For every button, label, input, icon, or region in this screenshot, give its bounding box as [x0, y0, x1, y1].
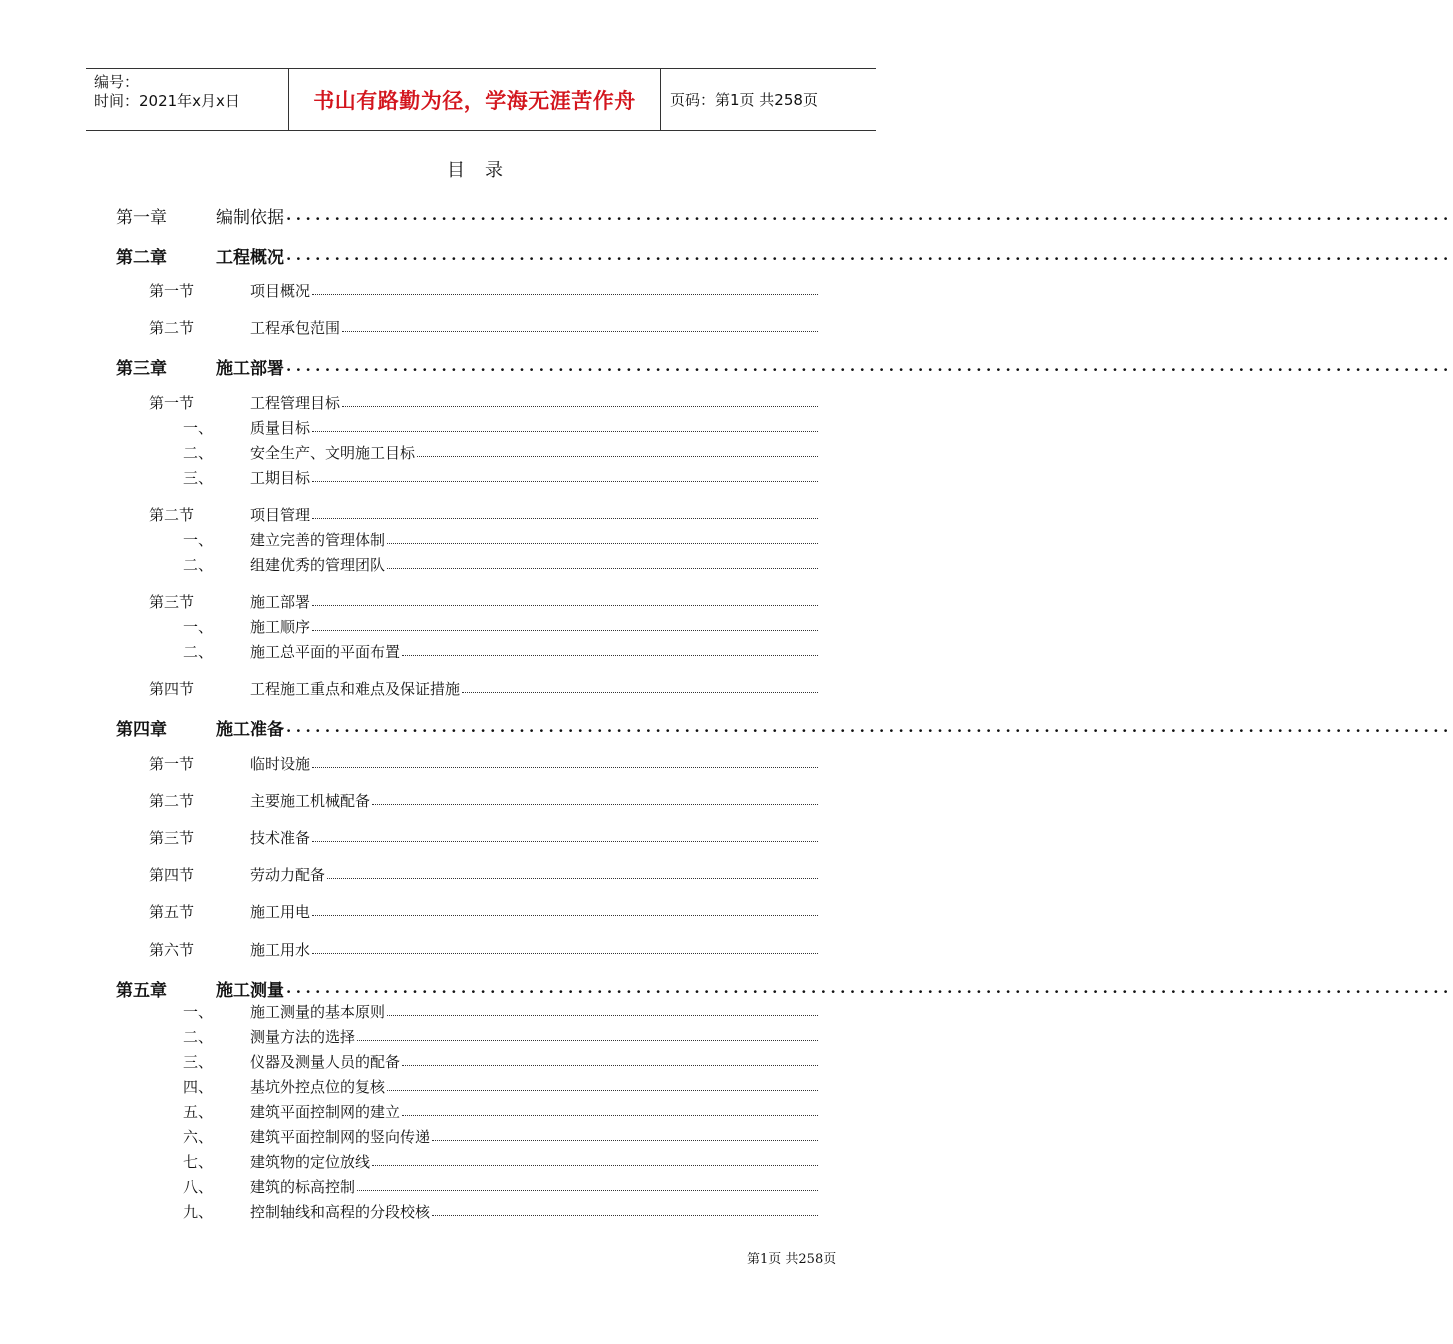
- toc-entry-section[interactable]: [149, 391, 818, 413]
- toc-entry-item[interactable]: [183, 416, 818, 438]
- toc-leader-dots: [417, 456, 818, 457]
- toc-entry-item[interactable]: [183, 615, 818, 637]
- toc-entry-title: 基坑外控点位的复核: [250, 1077, 386, 1096]
- toc-entry-number: 一、: [183, 617, 214, 636]
- toc-entry-section[interactable]: [149, 789, 818, 811]
- toc-entry-title: 工程概况: [216, 247, 284, 268]
- toc-entry-number: 第二节: [149, 318, 195, 337]
- toc-entry-title: 仪器及测量人员的配备: [250, 1052, 401, 1071]
- toc-entry-item[interactable]: [183, 1125, 818, 1147]
- toc-entry-number: 一、: [183, 418, 214, 437]
- toc-entry-title: 建筑的标高控制: [250, 1177, 356, 1196]
- header-page-info: 页码：第1页 共258页: [670, 91, 818, 109]
- toc-leader-dots: ........................................................................................................................: [286, 718, 1453, 736]
- toc-entry-item[interactable]: [183, 1075, 818, 1097]
- toc-entry-section[interactable]: [149, 677, 818, 699]
- toc-leader-dots: [312, 767, 818, 768]
- toc-entry-item[interactable]: [183, 1025, 818, 1047]
- toc-leader-dots: [312, 518, 818, 519]
- toc-leader-dots: [312, 294, 818, 295]
- toc-entry-number: 第一节: [149, 281, 195, 300]
- toc-leader-dots: [342, 406, 818, 407]
- toc-title: 目录: [447, 160, 523, 181]
- toc-entry-item[interactable]: [183, 528, 818, 550]
- toc-leader-dots: [432, 1140, 818, 1141]
- toc-entry-title: 建筑物的定位放线: [250, 1152, 371, 1171]
- toc-entry-number: 九、: [183, 1202, 214, 1221]
- toc-entry-title: 建筑平面控制网的竖向传递: [250, 1127, 431, 1146]
- toc-entry-chapter[interactable]: [116, 242, 1453, 268]
- toc-entry-number: 第五章: [116, 980, 167, 1001]
- toc-entry-title: 施工测量的基本原则: [250, 1002, 386, 1021]
- toc-entry-number: 一、: [183, 530, 214, 549]
- toc-entry-number: 五、: [183, 1102, 214, 1121]
- toc-entry-item[interactable]: [183, 1000, 818, 1022]
- toc-entry-item[interactable]: [183, 1175, 818, 1197]
- toc-entry-number: 第四节: [149, 679, 195, 698]
- toc-leader-dots: [312, 605, 818, 606]
- toc-leader-dots: [387, 1090, 818, 1091]
- toc-entry-item[interactable]: [183, 553, 818, 575]
- toc-entry-section[interactable]: [149, 863, 818, 885]
- serial-label: 编号：: [94, 73, 140, 91]
- toc-leader-dots: [357, 1190, 818, 1191]
- toc-entry-section[interactable]: [149, 900, 818, 922]
- toc-entry-item[interactable]: [183, 441, 818, 463]
- toc-leader-dots: [432, 1215, 818, 1216]
- toc-entry-title: 施工用水: [250, 940, 311, 959]
- toc-entry-number: 第三节: [149, 828, 195, 847]
- toc-entry-number: 第四节: [149, 865, 195, 884]
- toc-leader-dots: [387, 568, 818, 569]
- toc-entry-section[interactable]: [149, 826, 818, 848]
- header-motto: 书山有路勤为径，学海无涯苦作舟: [288, 69, 661, 130]
- toc-leader-dots: [342, 331, 818, 332]
- toc-entry-chapter[interactable]: [116, 202, 1453, 228]
- toc-entry-number: 第二章: [116, 247, 167, 268]
- toc-entry-title: 工程管理目标: [250, 393, 341, 412]
- toc-leader-dots: ........................................................................................................................: [286, 357, 1453, 375]
- toc-leader-dots: [357, 1040, 818, 1041]
- toc-entry-item[interactable]: [183, 1200, 818, 1222]
- toc-entry-number: 第一章: [116, 207, 167, 228]
- toc-entry-title: 项目概况: [250, 281, 311, 300]
- toc-entry-title: 施工顺序: [250, 617, 311, 636]
- toc-entry-number: 六、: [183, 1127, 214, 1146]
- toc-entry-number: 四、: [183, 1077, 214, 1096]
- toc-entry-number: 一、: [183, 1002, 214, 1021]
- toc-entry-number: 二、: [183, 555, 214, 574]
- toc-entry-section[interactable]: [149, 279, 818, 301]
- toc-leader-dots: [312, 953, 818, 954]
- toc-entry-section[interactable]: [149, 938, 818, 960]
- toc-entry-section[interactable]: [149, 503, 818, 525]
- toc-entry-title: 建立完善的管理体制: [250, 530, 386, 549]
- toc-leader-dots: [387, 1015, 818, 1016]
- toc-entry-title: 施工总平面的平面布置: [250, 642, 401, 661]
- toc-entry-number: 第三章: [116, 358, 167, 379]
- toc-leader-dots: [312, 481, 818, 482]
- toc-entry-title: 工期目标: [250, 468, 311, 487]
- toc-entry-title: 组建优秀的管理团队: [250, 555, 386, 574]
- toc-entry-title: 主要施工机械配备: [250, 791, 371, 810]
- toc-leader-dots: [327, 878, 818, 879]
- toc-entry-section[interactable]: [149, 316, 818, 338]
- toc-entry-number: 第四章: [116, 719, 167, 740]
- toc-leader-dots: [402, 1065, 818, 1066]
- toc-leader-dots: [402, 1115, 818, 1116]
- toc-leader-dots: ........................................................................................................................: [286, 206, 1453, 224]
- toc-entry-number: 二、: [183, 1027, 214, 1046]
- toc-entry-number: 二、: [183, 642, 214, 661]
- toc-entry-item[interactable]: [183, 1050, 818, 1072]
- toc-entry-title: 安全生产、文明施工目标: [250, 443, 416, 462]
- toc-entry-chapter[interactable]: [116, 714, 1453, 740]
- toc-entry-title: 控制轴线和高程的分段校核: [250, 1202, 431, 1221]
- toc-entry-number: 二、: [183, 443, 214, 462]
- toc-entry-title: 施工部署: [216, 358, 284, 379]
- toc-entry-chapter[interactable]: [116, 353, 1453, 379]
- toc-leader-dots: [372, 1165, 818, 1166]
- toc-entry-title: 施工测量: [216, 980, 284, 1001]
- toc-entry-item[interactable]: [183, 466, 818, 488]
- toc-entry-number: 第六节: [149, 940, 195, 959]
- toc-entry-number: 第三节: [149, 592, 195, 611]
- toc-entry-title: 施工准备: [216, 719, 284, 740]
- page-footer: 第1页 共258页: [747, 1252, 837, 1267]
- toc-entry-number: 第一节: [149, 754, 195, 773]
- toc-entry-number: 七、: [183, 1152, 214, 1171]
- toc-leader-dots: ........................................................................................................................: [286, 246, 1453, 264]
- date-label: 时间：2021年x月x日: [94, 92, 240, 110]
- toc-entry-title: 建筑平面控制网的建立: [250, 1102, 401, 1121]
- toc-entry-section[interactable]: [149, 752, 818, 774]
- toc-entry-chapter[interactable]: [116, 975, 1453, 1001]
- toc-leader-dots: [387, 543, 818, 544]
- toc-leader-dots: [312, 431, 818, 432]
- toc-entry-section[interactable]: [149, 590, 818, 612]
- toc-entry-number: 八、: [183, 1177, 214, 1196]
- toc-entry-title: 工程施工重点和难点及保证措施: [250, 679, 461, 698]
- toc-entry-item[interactable]: [183, 1150, 818, 1172]
- toc-entry-title: 编制依据: [216, 207, 284, 228]
- toc-entry-title: 临时设施: [250, 754, 311, 773]
- toc-leader-dots: [402, 655, 818, 656]
- toc-entry-title: 测量方法的选择: [250, 1027, 356, 1046]
- toc-leader-dots: [372, 804, 818, 805]
- toc-entry-title: 项目管理: [250, 505, 311, 524]
- toc-entry-title: 施工用电: [250, 902, 311, 921]
- toc-entry-title: 施工部署: [250, 592, 311, 611]
- toc-leader-dots: [312, 915, 818, 916]
- toc-entry-title: 工程承包范围: [250, 318, 341, 337]
- toc-leader-dots: ........................................................................................................................: [286, 979, 1453, 997]
- toc-entry-number: 第二节: [149, 791, 195, 810]
- toc-entry-number: 第五节: [149, 902, 195, 921]
- toc-entry-item[interactable]: [183, 1100, 818, 1122]
- toc-entry-title: 质量目标: [250, 418, 311, 437]
- toc-entry-title: 劳动力配备: [250, 865, 326, 884]
- toc-leader-dots: [312, 841, 818, 842]
- toc-entry-title: 技术准备: [250, 828, 311, 847]
- toc-entry-item[interactable]: [183, 640, 818, 662]
- toc-leader-dots: [312, 630, 818, 631]
- toc-entry-number: 三、: [183, 468, 214, 487]
- toc-entry-number: 三、: [183, 1052, 214, 1071]
- toc-entry-number: 第一节: [149, 393, 195, 412]
- toc-entry-number: 第二节: [149, 505, 195, 524]
- toc-leader-dots: [462, 692, 818, 693]
